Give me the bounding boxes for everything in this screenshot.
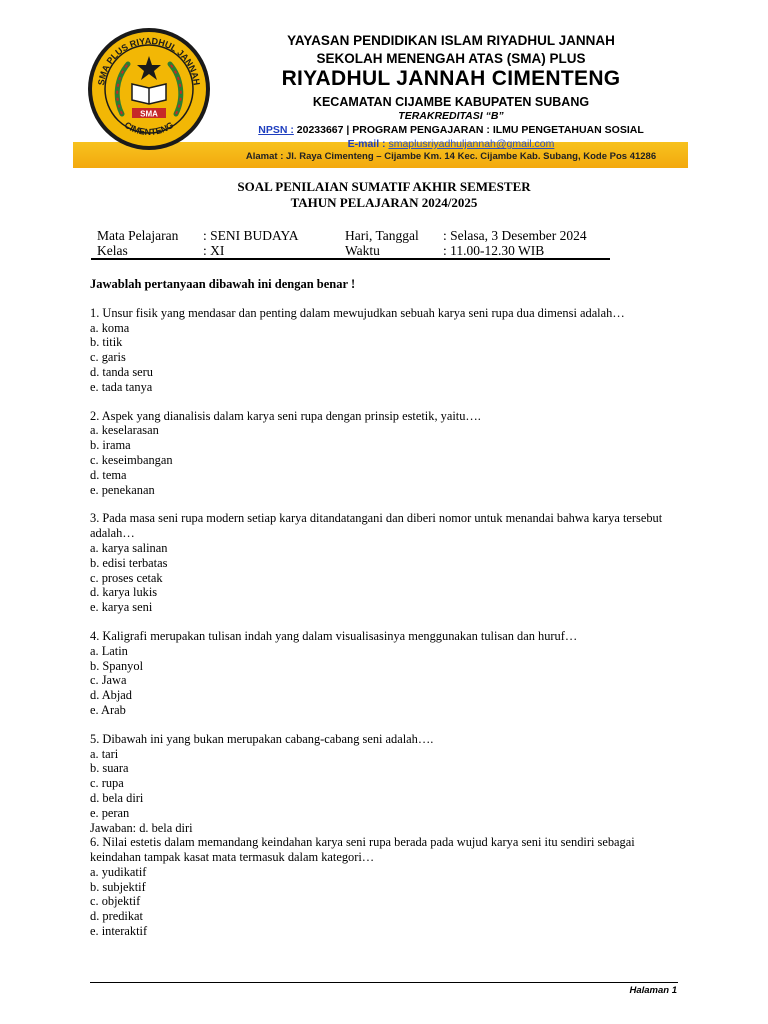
option-e: e. penekanan (90, 482, 155, 497)
svg-text:CIMENTENG: CIMENTENG (122, 119, 176, 138)
class-value: : XI (203, 243, 225, 258)
option-d: d. tema (90, 467, 127, 482)
option-b: b. edisi terbatas (90, 555, 168, 570)
question-text: 1. Unsur fisik yang mendasar dan penting dalam mewujudkan sebuah karya seni rupa dua dimensi adalah… (90, 305, 625, 320)
question-6 (90, 835, 680, 939)
question-4 (90, 629, 680, 718)
question-1 (90, 306, 680, 395)
question-5 (90, 732, 680, 836)
question-text: 4. Kaligrafi merupakan tulisan indah yang dalam visualisasinya menggunakan tulisan dan huruf… (90, 628, 578, 643)
option-a: a. yudikatif (90, 864, 147, 879)
footer-divider (90, 982, 678, 983)
option-c: c. proses cetak (90, 570, 163, 585)
option-b: b. subjektif (90, 879, 146, 894)
option-d: d. karya lukis (90, 585, 158, 600)
subject-label: Mata Pelajaran (97, 228, 179, 243)
option-a: a. Latin (90, 643, 128, 658)
option-e: e. interaktif (90, 924, 148, 939)
option-c: c. keseimbangan (90, 452, 173, 467)
npsn-line (216, 124, 686, 136)
school-address: Alamat : Jl. Raya Cimenteng – Cijambe Km. 14 Kec. Cijambe Kab. Subang, Kode Pos 41286 (245, 151, 657, 162)
exam-year: TAHUN PELAJARAN 2024/2025 (290, 195, 478, 210)
option-c: c. rupa (90, 776, 124, 791)
question-3 (90, 511, 680, 615)
question-text: 2. Aspek yang dianalisis dalam karya seni rupa dengan prinsip estetik, yaitu…. (90, 408, 481, 423)
option-e: e. karya seni (90, 600, 153, 615)
option-c: c. Jawa (90, 673, 127, 688)
page-number: Halaman 1 (629, 985, 677, 996)
time-value: : 11.00-12.30 WIB (443, 243, 545, 258)
question-list (90, 277, 680, 953)
day-value: : Selasa, 3 Desember 2024 (443, 228, 587, 243)
option-d: d. bela diri (90, 790, 144, 805)
option-a: a. koma (90, 320, 130, 335)
option-b: b. irama (90, 438, 131, 453)
option-b: b. titik (90, 335, 123, 350)
answer-key: Jawaban: d. bela diri (90, 820, 193, 835)
exam-title: SOAL PENILAIAN SUMATIF AKHIR SEMESTER (237, 179, 531, 194)
school-name: RIYADHUL JANNAH CIMENTENG (281, 67, 621, 90)
time-label: Waktu (345, 243, 380, 258)
foundation-name: YAYASAN PENDIDIKAN ISLAM RIYADHUL JANNAH (287, 33, 615, 48)
instruction: Jawablah pertanyaan dibawah ini dengan benar ! (90, 277, 356, 291)
email-label: E-mail : (347, 138, 386, 150)
school-district: KECAMATAN CIJAMBE KABUPATEN SUBANG (312, 95, 590, 109)
question-text: 6. Nilai estetis dalam memandang keindahan karya seni rupa berada pada wujud karya seni itu sendiri sebagai keindahan tampak kasat mata termasuk dalam kategori… (90, 835, 635, 865)
option-b: b. Spanyol (90, 658, 144, 673)
exam-info (97, 228, 611, 258)
question-2 (90, 409, 680, 498)
option-a: a. tari (90, 746, 119, 761)
option-e: e. Arab (90, 702, 126, 717)
info-divider (91, 258, 610, 260)
option-c: c. objektif (90, 894, 141, 909)
info-row (97, 228, 611, 243)
option-d: d. tanda seru (90, 364, 153, 379)
option-a: a. keselarasan (90, 423, 159, 438)
option-e: e. peran (90, 805, 130, 820)
school-logo (86, 26, 212, 152)
question-text: 5. Dibawah ini yang bukan merupakan cabang-cabang seni adalah…. (90, 731, 434, 746)
npsn-label: NPSN : (258, 124, 294, 136)
question-text: 3. Pada masa seni rupa modern setiap karya ditandatangani dan diberi nomor untuk menandai bahwa karya tersebut adalah… (90, 511, 663, 541)
school-type: SEKOLAH MENENGAH ATAS (SMA) PLUS (316, 51, 586, 66)
option-b: b. suara (90, 761, 129, 776)
accreditation: TERAKREDITASI “B” (398, 110, 504, 122)
option-d: d. Abjad (90, 688, 132, 703)
day-label: Hari, Tanggal (345, 228, 419, 243)
email-link[interactable]: smaplusriyadhuljannah@gmail.com (388, 138, 555, 150)
option-c: c. garis (90, 350, 126, 365)
email-line (216, 138, 686, 150)
npsn-value: 20233667 | PROGRAM PENGAJARAN : ILMU PENGETAHUAN SOSIAL (293, 124, 644, 136)
letterhead (0, 0, 768, 180)
option-a: a. karya salinan (90, 540, 168, 555)
svg-text:SMA: SMA (140, 109, 158, 119)
option-e: e. tada tanya (90, 379, 153, 394)
svg-text:SMA PLUS RIYADHUL JANNAH: SMA PLUS RIYADHUL JANNAH (96, 35, 202, 86)
class-label: Kelas (97, 243, 128, 258)
subject-value: : SENI BUDAYA (203, 228, 299, 243)
info-row (97, 243, 611, 258)
option-d: d. predikat (90, 909, 143, 924)
